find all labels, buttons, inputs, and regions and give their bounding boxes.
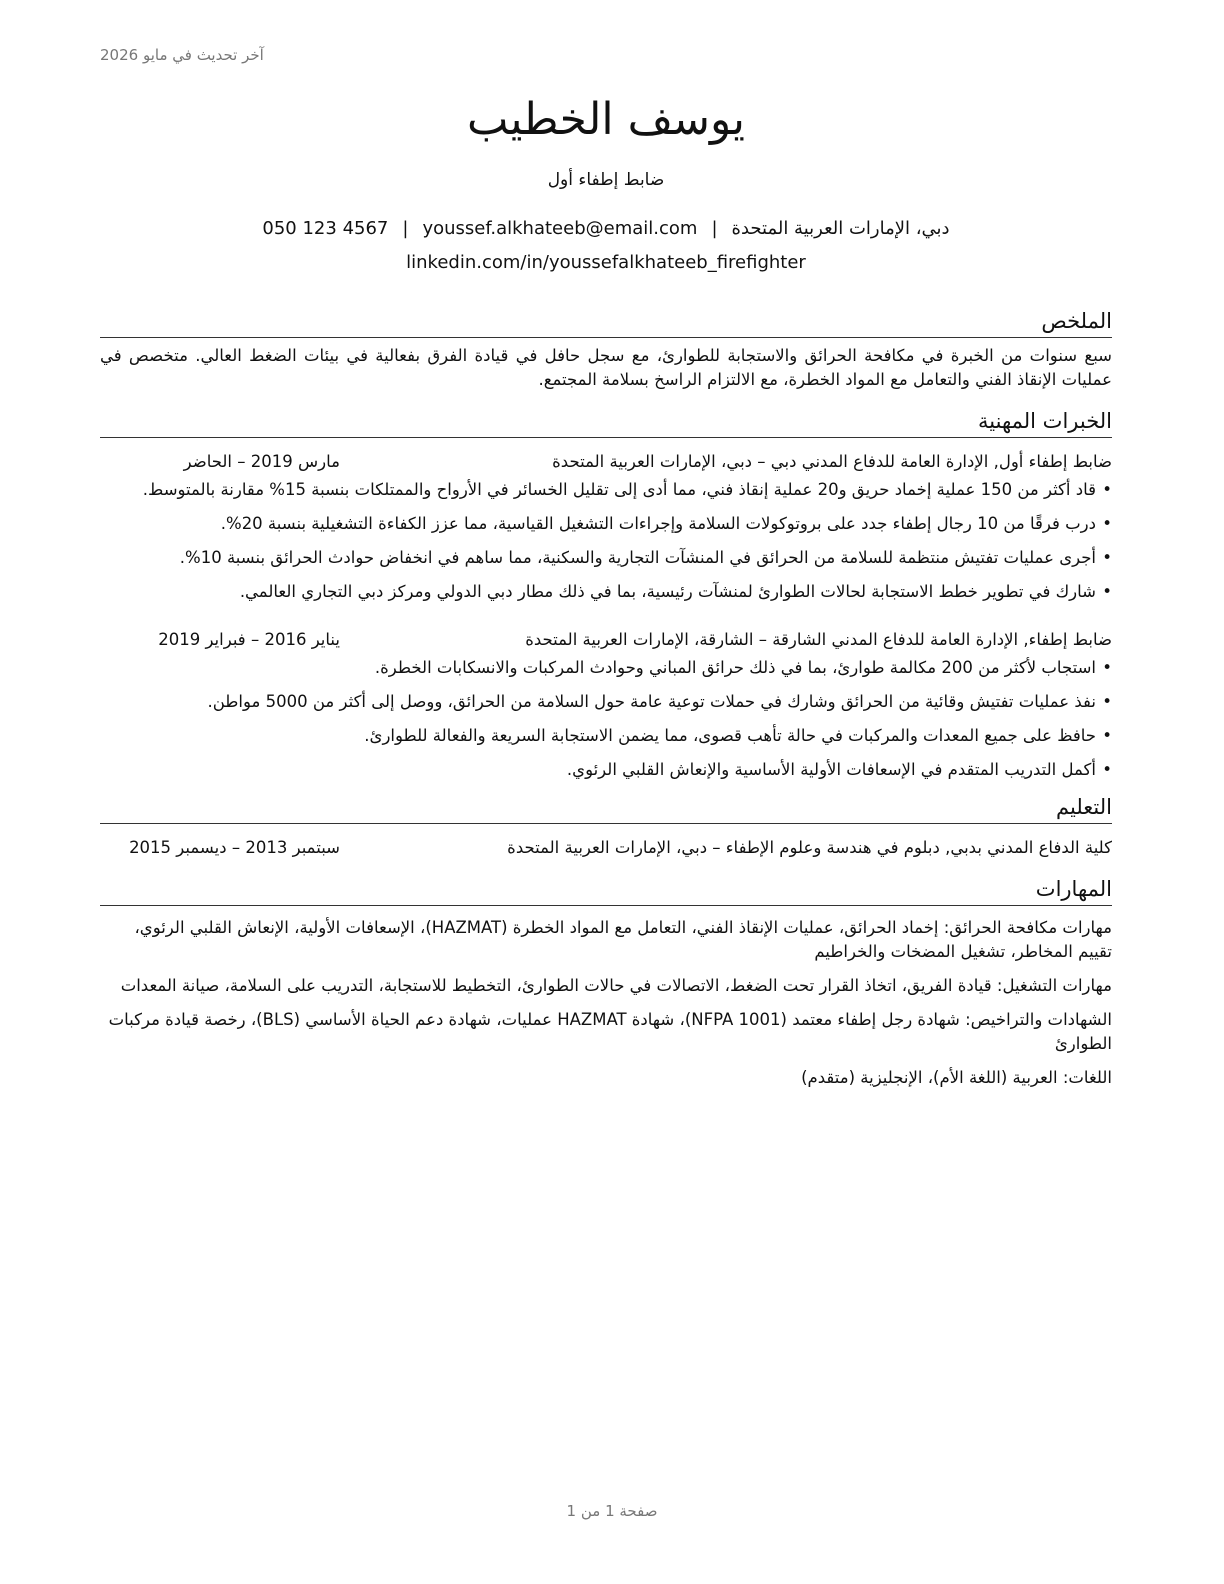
job-dates: يناير 2016 – فبراير 2019 — [158, 630, 340, 649]
job-bullets — [100, 656, 1112, 782]
skill-line: مهارات التشغيل: قيادة الفريق، اتخاذ القرار تحت الضغط، الاتصالات في حالات الطوارئ، التخطيط للاستجابة، التدريب على السلامة، صيانة المعدات — [120, 976, 1112, 995]
job-header — [100, 628, 1112, 652]
education-heading: التعليم — [100, 792, 1112, 824]
job-entry — [100, 450, 1112, 604]
summary-text: سبع سنوات من الخبرة في مكافحة الحرائق والاستجابة للطوارئ، مع سجل حافل في قيادة الفرق بفعالية في بيئات الضغط العالي. متخصص في عمليات الإنقاذ الفني والتعامل مع المواد الخطرة، مع الالتزام الراسخ بسلامة المجتمع. — [100, 346, 1112, 389]
last-updated-note: آخر تحديث في مايو 2026 — [100, 46, 264, 64]
job-bullets — [100, 478, 1112, 604]
candidate-title: ضابط إطفاء أول — [547, 170, 665, 190]
job-entry — [100, 628, 1112, 782]
experience-heading: الخبرات المهنية — [100, 406, 1112, 438]
summary-heading: الملخص — [100, 306, 1112, 338]
skill-line: مهارات مكافحة الحرائق: إخماد الحرائق، عمليات الإنقاذ الفني، التعامل مع المواد الخطرة (HAZMAT)، الإسعافات الأولية، الإنعاش القلبي الرئوي، تقييم المخاطر، تشغيل المضخات والخراطيم — [134, 918, 1112, 961]
education-institution: كلية الدفاع المدني بدبي, دبلوم في هندسة وعلوم الإطفاء – دبي، الإمارات العربية المتحدة — [507, 838, 1112, 857]
contact-separator: | — [711, 218, 718, 239]
job-bullet: • أكمل التدريب المتقدم في الإسعافات الأولية الأساسية والإنعاش القلبي الرئوي. — [100, 758, 1112, 782]
contact-separator: | — [402, 218, 409, 239]
job-bullet: • شارك في تطوير خطط الاستجابة لحالات الطوارئ لمنشآت رئيسية، بما في ذلك مطار دبي الدولي ومركز دبي التجاري العالمي. — [100, 580, 1112, 604]
job-bullet: • أجرى عمليات تفتيش منتظمة للسلامة من الحرائق في المنشآت التجارية والسكنية، مما ساهم في انخفاض حوادث الحرائق بنسبة 10%. — [100, 546, 1112, 570]
contact-linkedin[interactable]: linkedin.com/in/youssefalkhateeb_firefighter — [406, 252, 806, 273]
skills-heading: المهارات — [100, 874, 1112, 906]
job-bullet: • نفذ عمليات تفتيش وقائية من الحرائق وشارك في حملات توعية عامة حول السلامة من الحرائق، ووصل إلى أكثر من 5000 مواطن. — [100, 690, 1112, 714]
job-dates: مارس 2019 – الحاضر — [183, 452, 340, 471]
contact-line-2 — [100, 246, 1112, 280]
education-dates: سبتمبر 2013 – ديسمبر 2015 — [129, 838, 340, 857]
job-bullet: • حافظ على جميع المعدات والمركبات في حالة تأهب قصوى، مما يضمن الاستجابة السريعة والفعالة للطوارئ. — [100, 724, 1112, 748]
resume-content — [100, 90, 1112, 1090]
contact-phone: 050 123 4567 — [262, 218, 389, 239]
job-bullet: • قاد أكثر من 150 عملية إخماد حريق و20 عملية إنقاذ فني، مما أدى إلى تقليل الخسائر في الأرواح والممتلكات بنسبة 15% مقارنة بالمتوسط. — [100, 478, 1112, 502]
job-title: ضابط إطفاء, الإدارة العامة للدفاع المدني الشارقة – الشارقة، الإمارات العربية المتحدة — [525, 630, 1112, 649]
page-number: صفحة 1 من 1 — [566, 1502, 658, 1520]
contact-location: دبي، الإمارات العربية المتحدة — [731, 218, 950, 239]
contact-info — [100, 212, 1112, 280]
job-title: ضابط إطفاء أول, الإدارة العامة للدفاع المدني دبي – دبي، الإمارات العربية المتحدة — [552, 452, 1112, 471]
skill-line: الشهادات والتراخيص: شهادة رجل إطفاء معتمد (NFPA 1001)، شهادة HAZMAT عمليات، شهادة دعم الحياة الأساسي (BLS)، رخصة قيادة مركبات الطوارئ — [108, 1010, 1112, 1053]
job-header — [100, 450, 1112, 474]
job-bullet: • درب فرقًا من 10 رجال إطفاء جدد على بروتوكولات السلامة وإجراءات التشغيل القياسية، مما عزز الكفاءة التشغيلية بنسبة 20%. — [100, 512, 1112, 536]
contact-email[interactable]: youssef.alkhateeb@email.com — [422, 218, 698, 239]
skill-line: اللغات: العربية (اللغة الأم)، الإنجليزية (متقدم) — [801, 1068, 1112, 1087]
job-bullet: • استجاب لأكثر من 200 مكالمة طوارئ، بما في ذلك حرائق المباني وحوادث المركبات والانسكابات الخطرة. — [100, 656, 1112, 680]
contact-line-1 — [100, 212, 1112, 246]
education-entry — [100, 836, 1112, 860]
candidate-name: يوسف الخطيب — [467, 94, 745, 145]
